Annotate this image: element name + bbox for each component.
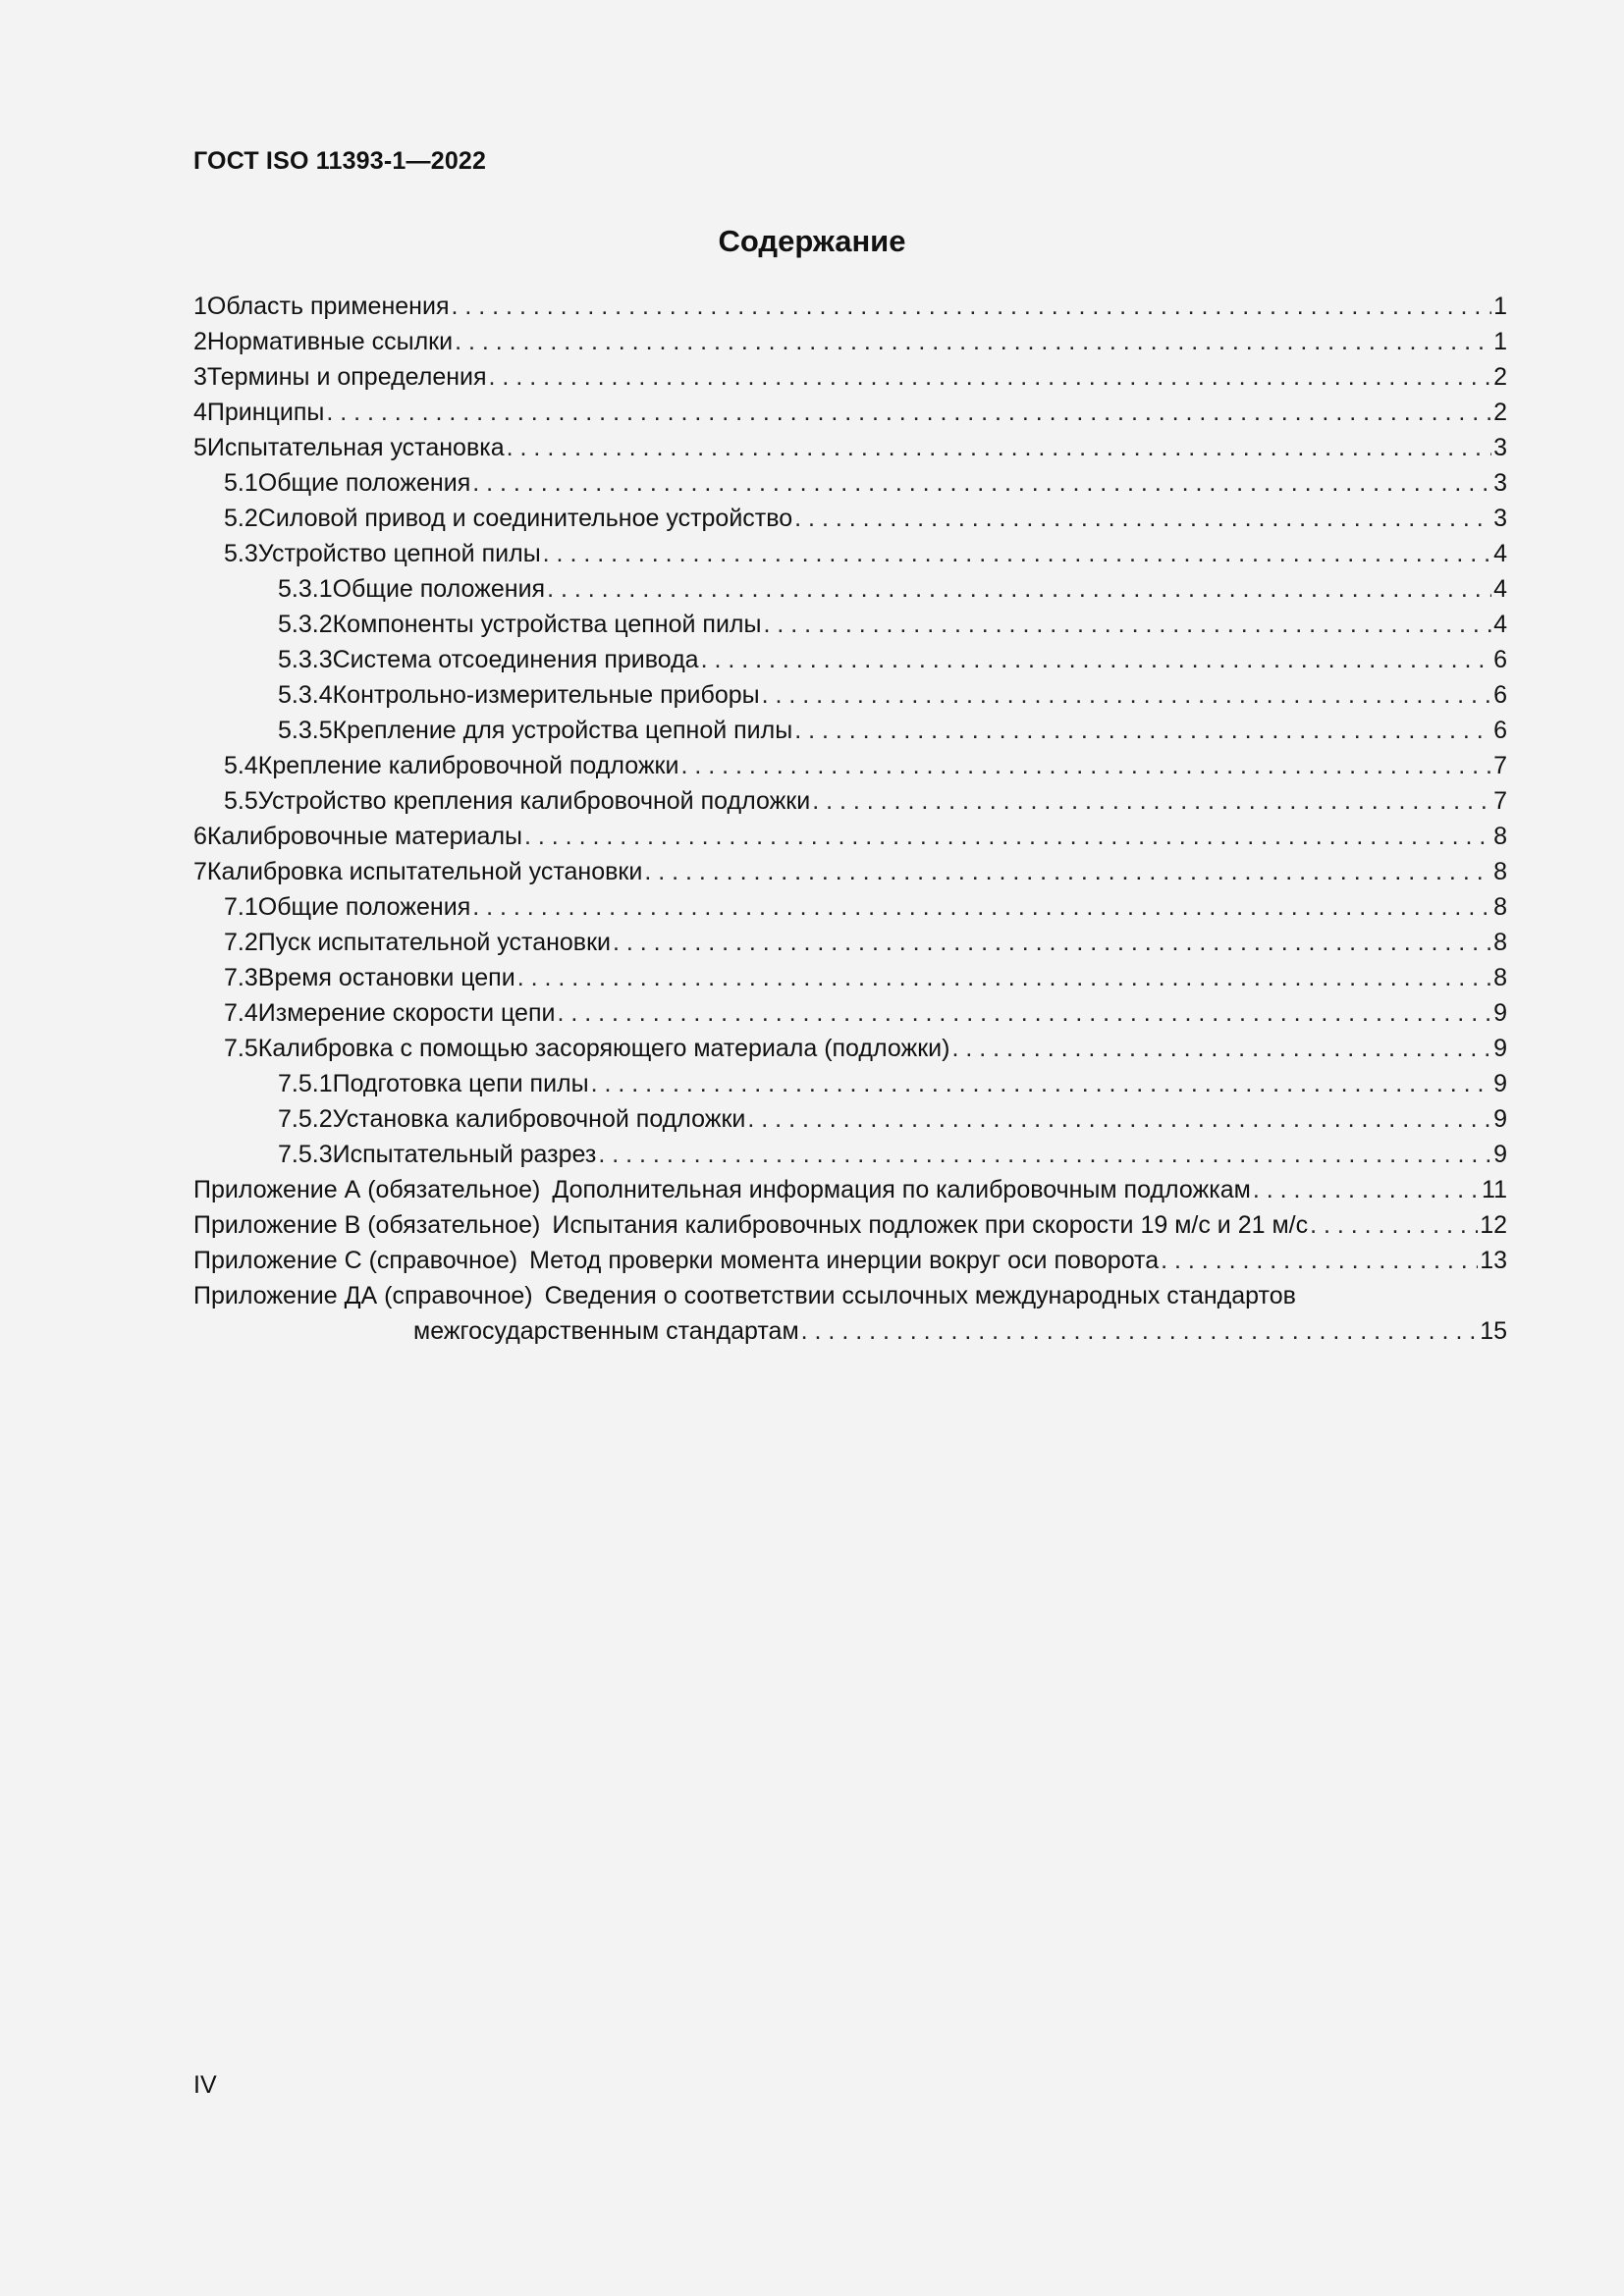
annex-title: Испытания калибровочных подложек при скорости 19 м/с и 21 м/с [552,1211,1309,1239]
annex-page: 15 [1480,1317,1507,1345]
toc-entry[interactable] [193,713,1507,748]
dot-leader [747,1101,1491,1137]
toc-entry-number: 6 [193,823,207,850]
toc-entry-page: 1 [1493,328,1507,355]
toc-entry[interactable] [193,748,1507,783]
toc-entry-number: 5.1 [224,469,258,497]
toc-entry-page: 1 [1493,293,1507,320]
toc-entry-number: 4 [193,399,207,426]
dot-leader [543,536,1491,571]
dot-leader [951,1031,1491,1066]
toc-entry[interactable] [193,359,1507,395]
dot-leader [507,430,1491,465]
dot-leader [613,925,1491,960]
toc-entry-number: 7.1 [224,893,258,921]
toc-entry-page: 2 [1493,363,1507,391]
dot-leader [701,642,1492,677]
annex-title: Дополнительная информация по калибровочным подложкам [552,1176,1251,1203]
toc-entry-number: 7.5.3 [278,1141,333,1168]
toc-entry[interactable] [193,642,1507,677]
toc-entry-page: 6 [1493,681,1507,709]
toc-entry-title: Установка калибровочной подложки [332,1105,746,1133]
toc-entry-page: 9 [1493,1035,1507,1062]
toc-entry-page: 4 [1493,611,1507,638]
dot-leader [812,783,1491,819]
toc-entry[interactable] [193,571,1507,607]
toc-entry-page: 4 [1493,540,1507,567]
toc-entry[interactable] [193,324,1507,359]
dot-leader [644,854,1491,889]
toc-title: Содержание [718,224,906,258]
toc-entry-page: 7 [1493,787,1507,815]
toc-entry-page: 3 [1493,469,1507,497]
toc-entry-page: 9 [1493,999,1507,1027]
toc-entry-page: 9 [1493,1141,1507,1168]
toc-entry-number: 5 [193,434,207,461]
dot-leader [794,713,1491,748]
toc-entry-title: Устройство цепной пилы [257,540,541,567]
toc-entry-number: 2 [193,328,207,355]
toc-entry-page: 8 [1493,964,1507,991]
toc-annex-entry-continuation[interactable] [193,1313,1507,1349]
toc-entry-page: 3 [1493,505,1507,532]
toc-entry[interactable] [193,889,1507,925]
dot-leader [524,819,1491,854]
dot-leader [801,1313,1479,1349]
toc-entry-title: Силовой привод и соединительное устройство [257,505,793,532]
toc-entry-page: 4 [1493,575,1507,603]
toc-entry-title: Контрольно-измерительные приборы [332,681,760,709]
toc-entry-title: Измерение скорости цепи [257,999,556,1027]
annex-title-continuation: межгосударственным стандартам [413,1317,799,1345]
toc-entry-title: Устройство крепления калибровочной подложки [257,787,811,815]
toc-annex-entry[interactable] [193,1172,1507,1207]
toc-entry[interactable] [193,395,1507,430]
toc-entry-title: Калибровка испытательной установки [206,858,643,885]
toc-entry[interactable] [193,289,1507,324]
toc-entry[interactable] [193,465,1507,501]
toc-entry-number: 5.3.4 [278,681,333,709]
toc-entry-page: 3 [1493,434,1507,461]
toc-entry[interactable] [193,1101,1507,1137]
toc-entry-title: Крепление калибровочной подложки [257,752,679,779]
annex-tag: Приложение С (справочное) [193,1247,518,1274]
toc-entry-title: Система отсоединения привода [332,646,699,673]
dot-leader [1161,1243,1478,1278]
toc-entry-page: 7 [1493,752,1507,779]
toc-entry-number: 5.3.1 [278,575,333,603]
toc-entry[interactable] [193,960,1507,995]
toc-entry-number: 5.4 [224,752,258,779]
annex-tag: Приложение В (обязательное) [193,1211,541,1239]
toc-entry-title: Испытательная установка [206,434,505,461]
toc-entry-title: Область применения [206,293,450,320]
toc-entry[interactable] [193,536,1507,571]
toc-entry[interactable] [193,677,1507,713]
dot-leader [489,359,1492,395]
toc-entry[interactable] [193,501,1507,536]
toc-entry[interactable] [193,430,1507,465]
toc-entry[interactable] [193,1137,1507,1172]
table-of-contents [193,289,1507,1349]
toc-annex-entry[interactable] [193,1278,1507,1313]
toc-entry-title: Испытательный разрез [332,1141,597,1168]
dot-leader [451,289,1491,324]
toc-entry-number: 7.5 [224,1035,258,1062]
toc-entry-title: Термины и определения [206,363,487,391]
annex-page: 11 [1482,1176,1507,1203]
toc-entry-title: Время остановки цепи [257,964,515,991]
toc-entry-title: Общие положения [257,469,471,497]
toc-entry-number: 5.2 [224,505,258,532]
toc-entry-number: 7.2 [224,929,258,956]
dot-leader [794,501,1491,536]
toc-entry-number: 7.3 [224,964,258,991]
dot-leader [1253,1172,1480,1207]
toc-entry-page: 8 [1493,929,1507,956]
toc-entry-title: Крепление для устройства цепной пилы [332,717,793,744]
dot-leader [598,1137,1491,1172]
dot-leader [547,571,1491,607]
dot-leader [1310,1207,1478,1243]
toc-entry-title: Пуск испытательной установки [257,929,611,956]
dot-leader [764,607,1492,642]
toc-entry[interactable] [193,1066,1507,1101]
toc-entry-page: 8 [1493,823,1507,850]
toc-entry-page: 9 [1493,1070,1507,1097]
toc-entry-number: 5.3 [224,540,258,567]
toc-entry[interactable] [193,1031,1507,1066]
toc-entry[interactable] [193,607,1507,642]
toc-entry-number: 7.5.1 [278,1070,333,1097]
toc-entry-title: Принципы [206,399,325,426]
toc-entry-number: 7.5.2 [278,1105,333,1133]
toc-entry-page: 6 [1493,646,1507,673]
toc-entry[interactable] [193,783,1507,819]
toc-entry-page: 8 [1493,893,1507,921]
toc-entry-page: 6 [1493,717,1507,744]
dot-leader [762,677,1491,713]
annex-title: Сведения о соответствии ссылочных международных стандартов [544,1282,1296,1309]
dot-leader [557,995,1491,1031]
toc-entry-title: Компоненты устройства цепной пилы [332,611,762,638]
document-code: ГОСТ ISO 11393-1—2022 [193,147,487,175]
page-number: IV [193,2071,217,2099]
toc-entry-number: 1 [193,293,207,320]
toc-entry-title: Калибровка с помощью засоряющего материала (подложки) [257,1035,950,1062]
toc-entry-number: 3 [193,363,207,391]
toc-entry-page: 2 [1493,399,1507,426]
toc-entry[interactable] [193,925,1507,960]
toc-entry-title: Калибровочные материалы [206,823,522,850]
toc-entry-page: 9 [1493,1105,1507,1133]
dot-leader [472,889,1491,925]
dot-leader [591,1066,1492,1101]
toc-entry[interactable] [193,854,1507,889]
toc-entry-title: Общие положения [257,893,471,921]
toc-entry-title: Подготовка цепи пилы [332,1070,589,1097]
toc-entry-page: 8 [1493,858,1507,885]
toc-entry-number: 5.3.2 [278,611,333,638]
toc-annex-entry[interactable] [193,1207,1507,1243]
toc-entry-title: Общие положения [332,575,546,603]
annex-tag: Приложение А (обязательное) [193,1176,541,1203]
toc-annex-entry[interactable] [193,1243,1507,1278]
annex-tag: Приложение ДА (справочное) [193,1282,533,1309]
dot-leader [680,748,1491,783]
toc-entry[interactable] [193,995,1507,1031]
annex-page: 13 [1480,1247,1507,1274]
toc-entry-number: 5.5 [224,787,258,815]
toc-entry-title: Нормативные ссылки [206,328,454,355]
annex-page: 12 [1480,1211,1507,1239]
dot-leader [472,465,1491,501]
toc-entry-number: 7.4 [224,999,258,1027]
toc-entry[interactable] [193,819,1507,854]
dot-leader [455,324,1491,359]
annex-title: Метод проверки момента инерции вокруг оси поворота [529,1247,1160,1274]
dot-leader [517,960,1491,995]
toc-entry-number: 5.3.3 [278,646,333,673]
dot-leader [326,395,1491,430]
toc-entry-number: 5.3.5 [278,717,333,744]
toc-entry-number: 7 [193,858,207,885]
